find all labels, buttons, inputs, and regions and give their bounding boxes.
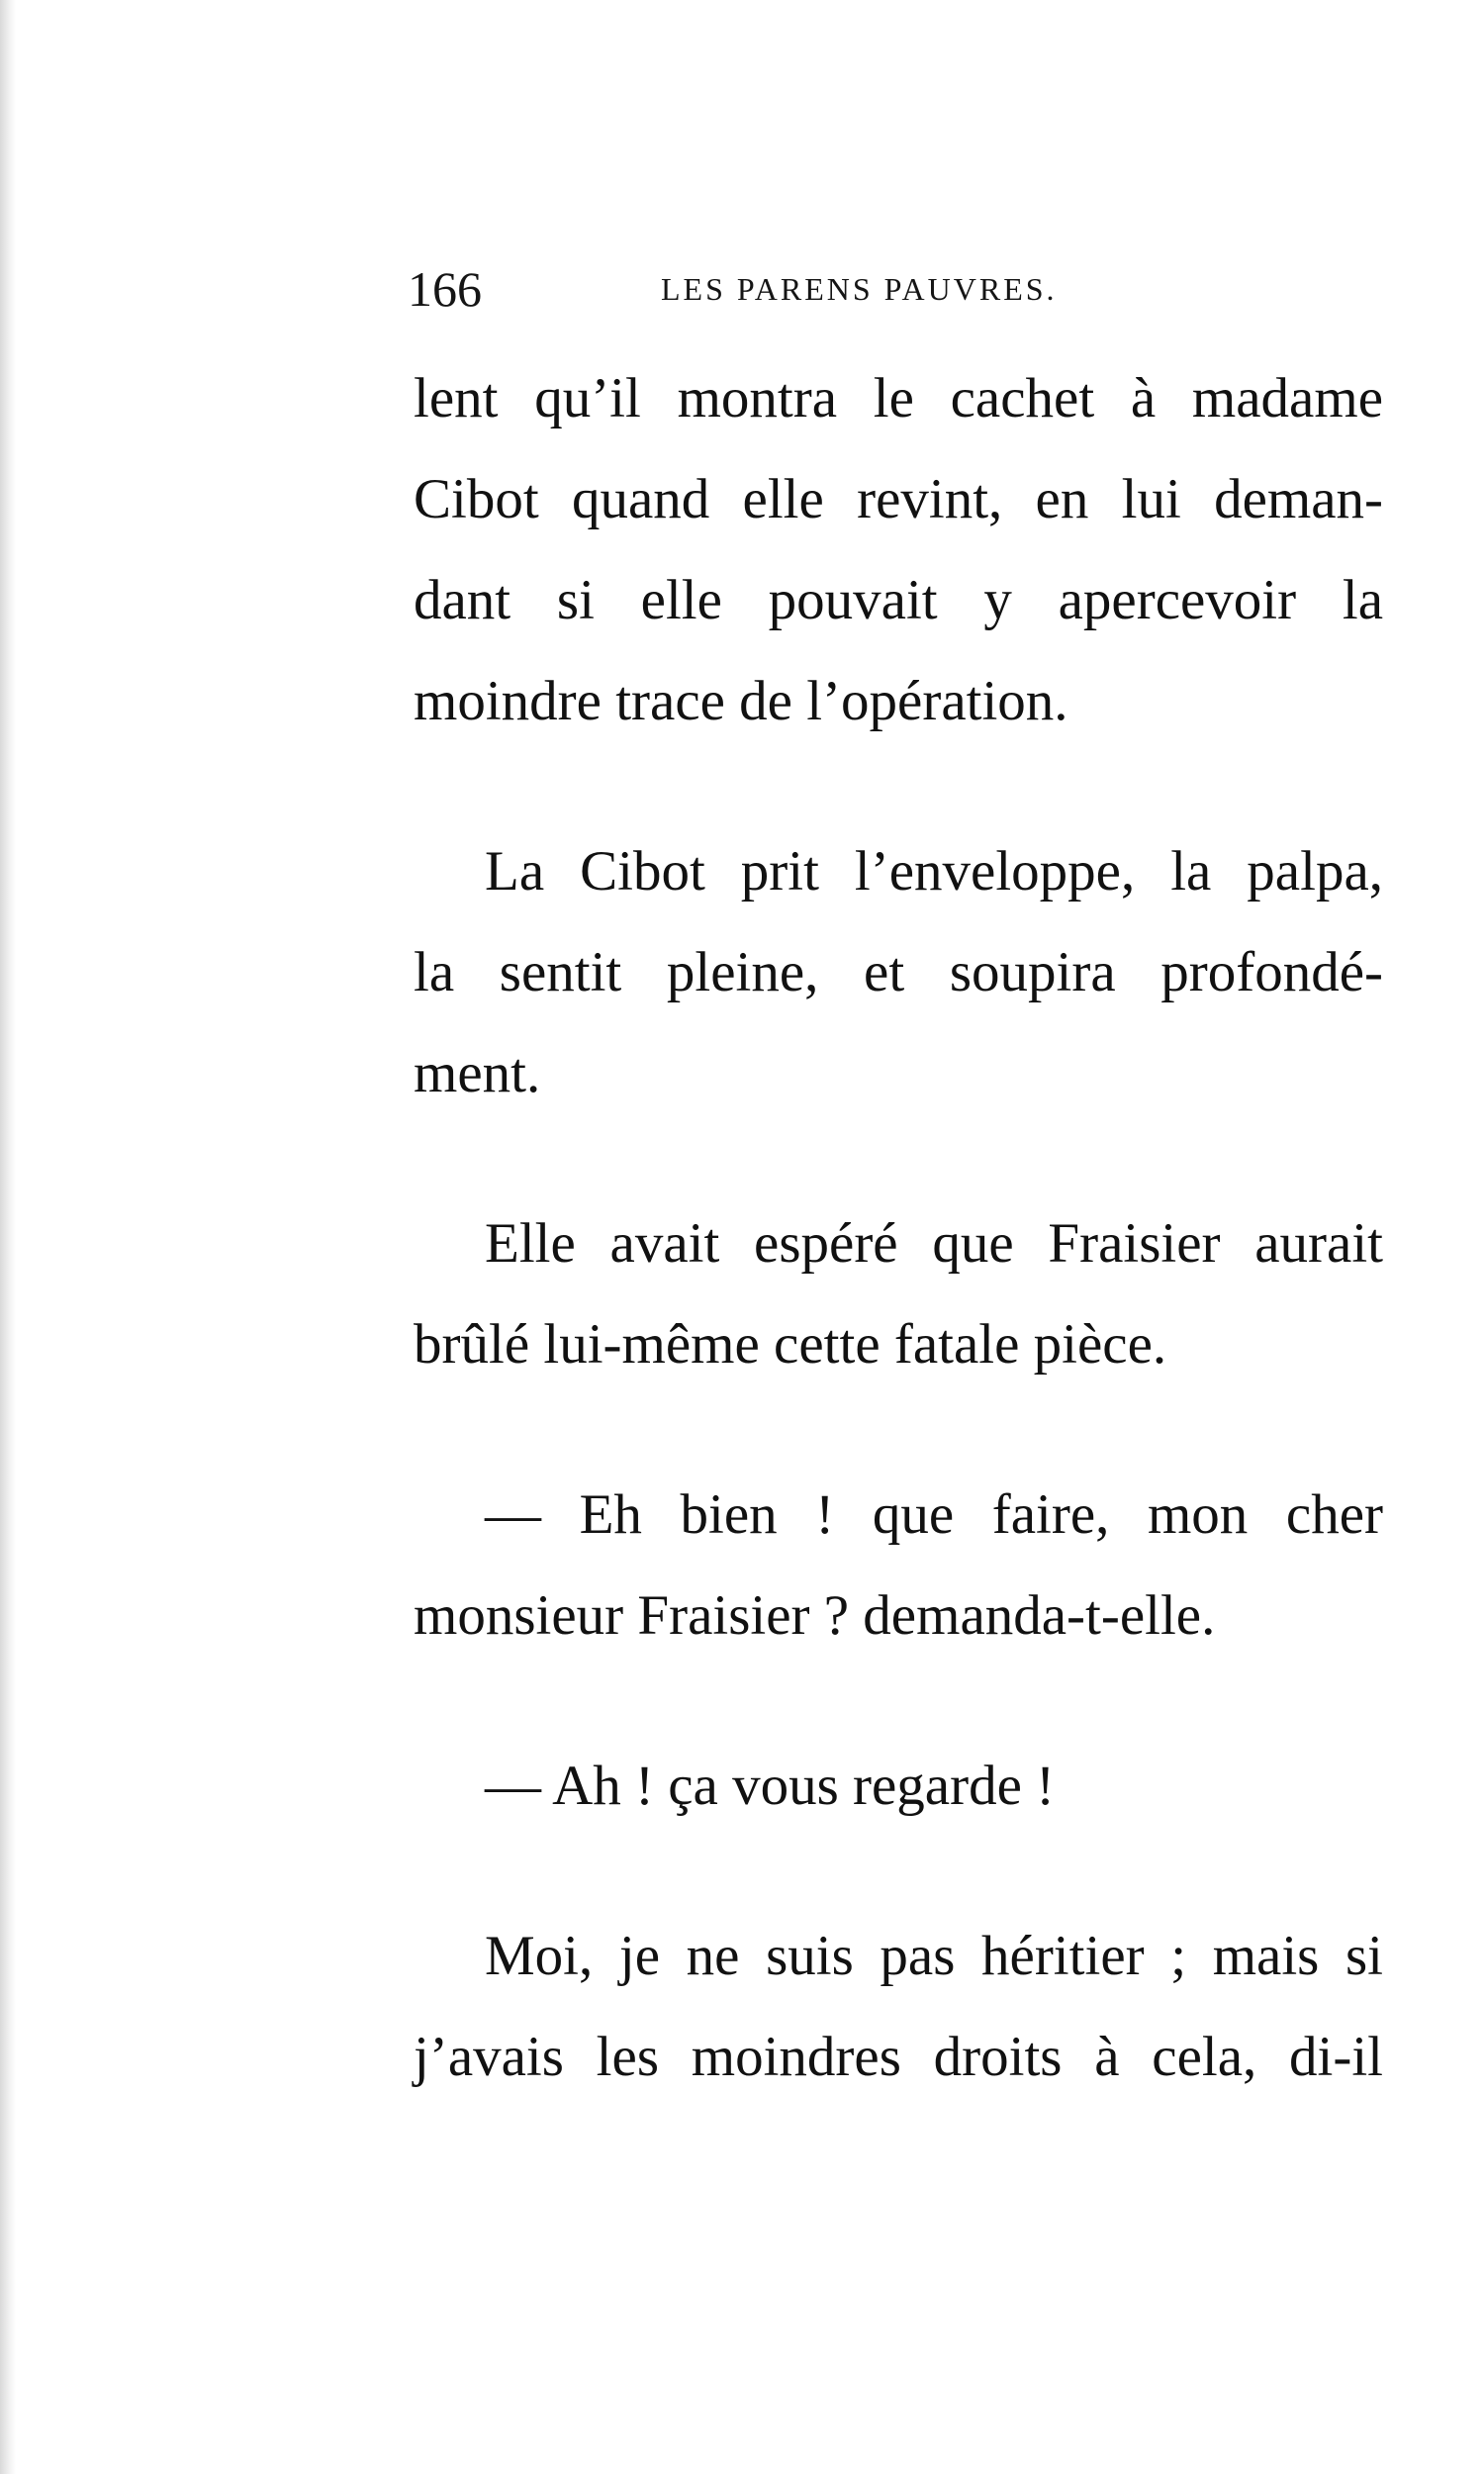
text-line: — Ah ! ça vous regarde ! <box>485 1755 1056 1817</box>
paragraph <box>414 1906 1383 2108</box>
text-line: brûlé lui-même cette fatale pièce. <box>414 1313 1167 1376</box>
paragraph <box>414 1465 1383 1666</box>
text-line: — Eh bien ! que faire, mon cher <box>485 1483 1383 1546</box>
text-line: monsieur Fraisier ? demanda-t-elle. <box>414 1584 1216 1647</box>
text-line: Moi, je ne suis pas héritier ; mais si <box>485 1925 1383 1987</box>
paragraph <box>414 1736 1383 1837</box>
page-number: 166 <box>408 261 482 317</box>
text-line: ment. <box>414 1042 541 1104</box>
page-gutter-shadow <box>0 0 16 2474</box>
paragraph <box>414 821 1383 1124</box>
page-header <box>408 259 1397 319</box>
text-line: j’avais les moindres droits à cela, di-il <box>414 2026 1383 2088</box>
text-line: Cibot quand elle revint, en lui deman- <box>414 468 1383 530</box>
paragraph <box>414 1193 1383 1395</box>
paragraph <box>414 348 1383 752</box>
text-line: La Cibot prit l’enveloppe, la palpa, <box>485 840 1383 903</box>
text-line: Elle avait espéré que Fraisier aurait <box>485 1212 1383 1275</box>
text-line: lent qu’il montra le cachet à madame <box>414 367 1383 429</box>
text-line: moindre trace de l’opération. <box>414 670 1068 732</box>
running-title: LES PARENS PAUVRES. <box>661 271 1058 307</box>
text-line: dant si elle pouvait y apercevoir la <box>414 569 1383 631</box>
text-line: la sentit pleine, et soupira profondé- <box>414 941 1383 1003</box>
body-text <box>414 348 1383 2177</box>
